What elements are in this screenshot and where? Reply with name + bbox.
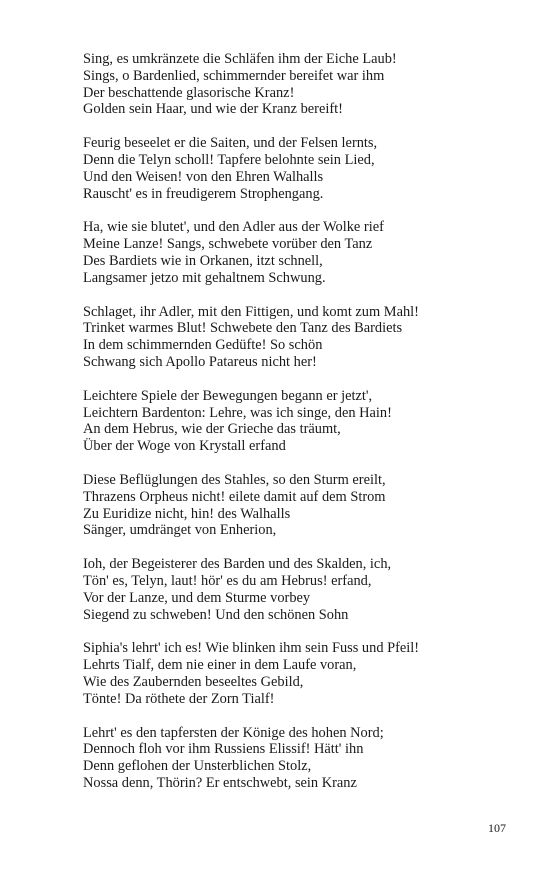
stanza	[83, 725, 523, 792]
verse-line: Des Bardiets wie in Orkanen, itzt schnell,	[83, 252, 323, 269]
verse-line: Tön' es, Telyn, laut! hör' es du am Hebrus! erfand,	[83, 572, 372, 589]
verse-line: Und den Weisen! von den Ehren Walhalls	[83, 168, 324, 185]
verse-line: Rauscht' es in freudigerem Strophengang.	[83, 185, 324, 202]
verse-line: Sing, es umkränzete die Schläfen ihm der Eiche Laub!	[83, 51, 397, 67]
verse-line: Denn die Telyn scholl! Tapfere belohnte sein Lied,	[83, 151, 375, 168]
verse-line: Leichtern Bardenton: Lehre, was ich singe, den Hain!	[83, 404, 392, 421]
verse-line: Sänger, umdränget von Enherion,	[83, 522, 277, 539]
verse-line: Siphia's lehrt' ich es! Wie blinken ihm sein Fuss und Pfeil!	[83, 640, 420, 657]
verse-line: Lehrt' es den tapfersten der Könige des hohen Nord;	[83, 724, 384, 741]
verse-line: Leichtere Spiele der Bewegungen begann er jetzt',	[83, 387, 373, 404]
verse-line: Zu Euridize nicht, hin! des Walhalls	[83, 505, 291, 522]
verse-line: Feurig beseelet er die Saiten, und der Felsen lernts,	[83, 135, 378, 152]
verse-line: Ha, wie sie blutet', und den Adler aus der Wolke rief	[83, 219, 384, 236]
page-number: 107	[488, 821, 506, 835]
verse-line: Trinket warmes Blut! Schwebete den Tanz des Bardiets	[83, 320, 403, 337]
verse-line: Denn geflohen der Unsterblichen Stolz,	[83, 758, 312, 775]
verse-line: Nossa denn, Thörin? Er entschwebt, sein Kranz	[83, 774, 357, 791]
verse-line: In dem schimmernden Gedüfte! So schön	[83, 337, 323, 354]
stanza	[83, 640, 523, 707]
verse-line: Schwang sich Apollo Patareus nicht her!	[83, 353, 317, 370]
verse-line: Vor der Lanze, und dem Sturme vorbey	[83, 589, 311, 606]
verse-line: Lehrts Tialf, dem nie einer in dem Laufe voran,	[83, 657, 357, 674]
verse-line: An dem Hebrus, wie der Grieche das träumt,	[83, 421, 341, 438]
verse-line: Dennoch floh vor ihm Russiens Elissif! Hätt' ihn	[83, 741, 364, 758]
stanza	[83, 51, 523, 118]
verse-line: Tönte! Da röthete der Zorn Tialf!	[83, 690, 275, 707]
verse-line: Thrazens Orpheus nicht! eilete damit auf dem Strom	[83, 488, 386, 505]
stanza	[83, 472, 523, 539]
verse-line: Diese Beflüglungen des Stahles, so den Sturm ereilt,	[83, 471, 386, 488]
verse-line: Golden sein Haar, und wie der Kranz bereift!	[83, 101, 343, 118]
verse-line: Über der Woge von Krystall erfand	[83, 438, 286, 455]
verse-line: Der beschattende glasorische Kranz!	[83, 84, 295, 101]
verse-line: Siegend zu schweben! Und den schönen Sohn	[83, 606, 349, 623]
stanza	[83, 135, 523, 202]
verse-line: Langsamer jetzo mit gehaltnem Schwung.	[83, 269, 326, 286]
stanza	[83, 388, 523, 455]
verse-line: Schlaget, ihr Adler, mit den Fittigen, und komt zum Mahl!	[83, 303, 419, 320]
verse-line: Sings, o Bardenlied, schimmernder bereifet war ihm	[83, 67, 385, 84]
stanza	[83, 219, 523, 286]
stanza	[83, 556, 523, 623]
verse-line: Ioh, der Begeisterer des Barden und des Skalden, ich,	[83, 556, 392, 573]
verse-line: Wie des Zaubernden beseeltes Gebild,	[83, 673, 304, 690]
poem-text	[83, 51, 523, 809]
verse-line: Meine Lanze! Sangs, schwebete vorüber den Tanz	[83, 236, 373, 253]
stanza	[83, 304, 523, 371]
